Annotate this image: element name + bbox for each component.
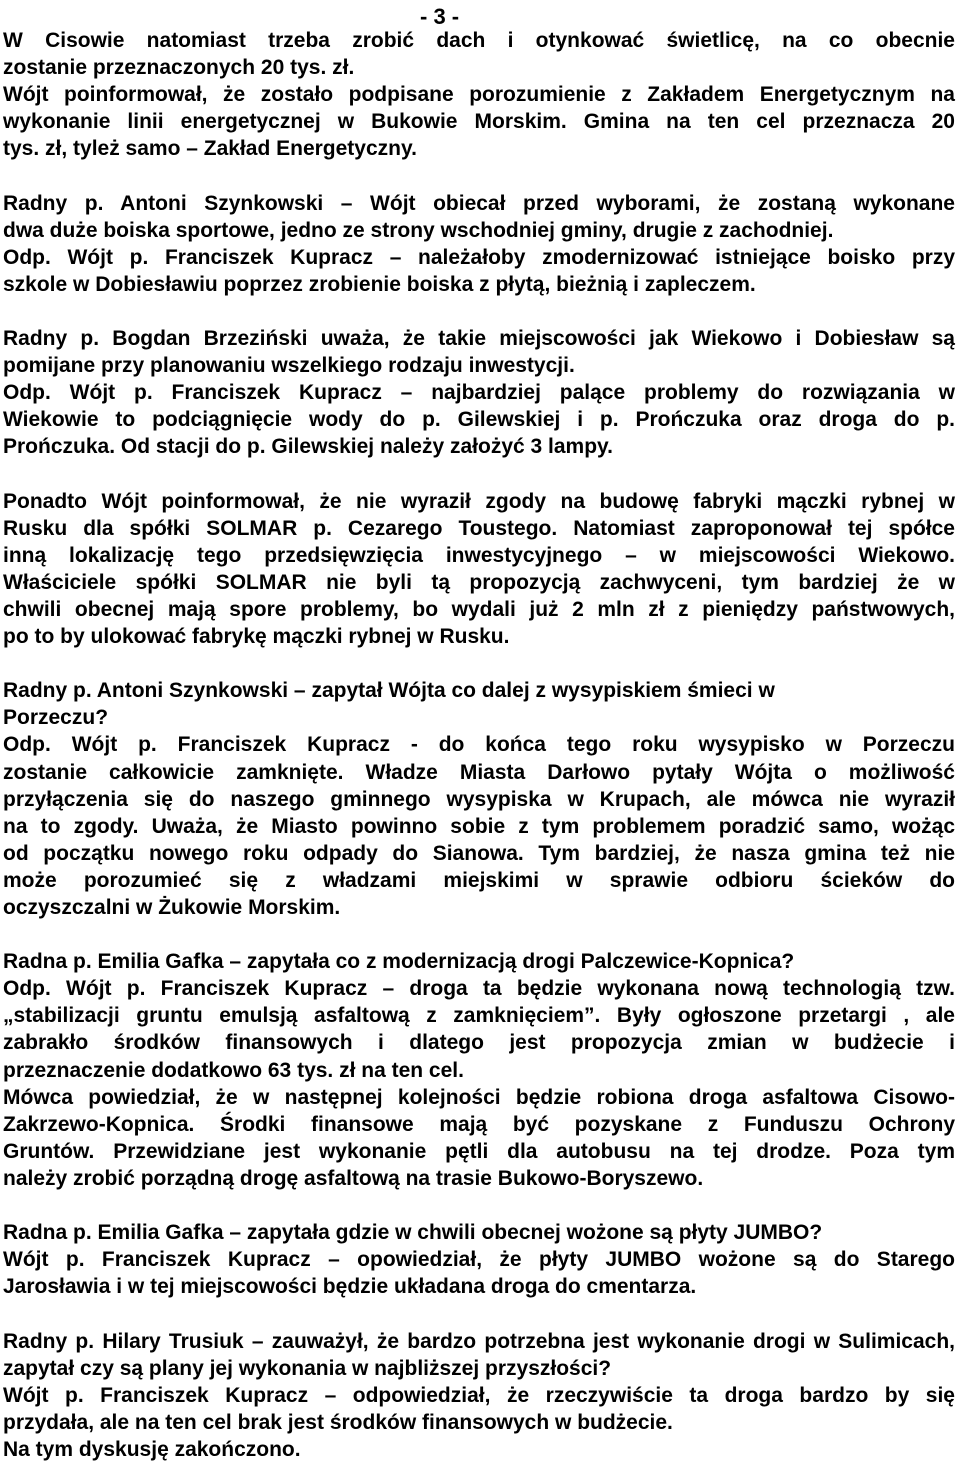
text-line: „stabilizacji gruntu emulsją asfaltową z zamknięciem”. Były ogłoszone przetargi , ale bbox=[3, 1004, 955, 1028]
text-line: inną lokalizację tego przedsięwzięcia inwestycyjnego – w miejscowości Wiekowo. bbox=[3, 543, 955, 567]
text-line: zostanie przeznaczonych 20 tys. zł. bbox=[3, 56, 355, 80]
paragraph-spacer bbox=[3, 162, 955, 189]
text-line: Wójt p. Franciszek Kupracz – odpowiedział, że rzeczywiście ta droga bardzo by się bbox=[3, 1383, 955, 1407]
paragraph bbox=[3, 1219, 955, 1300]
text-line: zabrakło środków finansowych i dlatego jest propozycja zmian w budżecie i bbox=[3, 1031, 955, 1055]
text-line: Odp. Wójt p. Franciszek Kupracz – najbardziej palące problemy do rozwiązania w bbox=[3, 381, 955, 405]
paragraph-spacer bbox=[3, 1192, 955, 1219]
text-line: Mówca powiedział, że w następnej kolejności będzie robiona droga asfaltowa Cisowo- bbox=[3, 1085, 955, 1109]
text-line: może porozumieć się z władzami miejskimi w sprawie odbioru ścieków do bbox=[3, 868, 955, 892]
text-line: pomijane przy planowaniu wszelkiego rodzaju inwestycji. bbox=[3, 354, 575, 378]
text-line: zapytał czy są plany jej wykonania w najbliższej przyszłości? bbox=[3, 1356, 612, 1380]
paragraph bbox=[3, 1328, 955, 1463]
text-line: Rusku dla spółki SOLMAR p. Cezarego Toustego. Natomiast zaproponował tej spółce bbox=[3, 516, 955, 540]
text-line: Wójt poinformował, że zostało podpisane porozumienie z Zakładem Energetycznym na bbox=[3, 83, 955, 107]
text-line: Radny p. Antoni Szynkowski – Wójt obiecał przed wyborami, że zostaną wykonane bbox=[3, 191, 955, 215]
document-body bbox=[3, 27, 955, 1463]
paragraph bbox=[3, 27, 955, 162]
text-line: od początku nowego roku odpady do Sianowa. Tym bardziej, że nasza gmina też nie bbox=[3, 841, 955, 865]
text-line: zostanie całkowicie zamknięte. Władze Miasta Darłowo pytały Wójta o możliwość bbox=[3, 760, 955, 784]
text-line: przydała, ale na ten cel brak jest środków finansowych w budżecie. bbox=[3, 1410, 673, 1434]
paragraph bbox=[3, 677, 955, 921]
text-line: Porzeczu? bbox=[3, 706, 109, 730]
text-line: przeznaczenie dodatkowo 63 tys. zł na ten cel. bbox=[3, 1058, 464, 1082]
text-line: Radna p. Emilia Gafka – zapytała gdzie w chwili obecnej wożone są płyty JUMBO? bbox=[3, 1221, 823, 1245]
text-line: Radny p. Antoni Szynkowski – zapytał Wójta co dalej z wysypiskiem śmieci w bbox=[3, 679, 775, 703]
text-line: należy zrobić porządną drogę asfaltową na trasie Bukowo-Boryszewo. bbox=[3, 1166, 704, 1190]
text-line: Radny p. Bogdan Brzeziński uważa, że takie miejscowości jak Wiekowo i Dobiesław są bbox=[3, 327, 955, 351]
paragraph bbox=[3, 325, 955, 460]
text-line: Zakrzewo-Kopnica. Środki finansowe mają być pozyskane z Funduszu Ochrony bbox=[3, 1112, 955, 1136]
text-line: wykonanie linii energetycznej w Bukowie Morskim. Gmina na ten cel przeznacza 20 bbox=[3, 110, 955, 134]
text-line: Na tym dyskusję zakończono. bbox=[3, 1437, 301, 1461]
text-line: Radny p. Hilary Trusiuk – zauważył, że bardzo potrzebna jest wykonanie drogi w Sulimicach, bbox=[3, 1329, 955, 1353]
text-line: Jarosławia i w tej miejscowości będzie układana droga do cmentarza. bbox=[3, 1275, 697, 1299]
paragraph bbox=[3, 948, 955, 1192]
paragraph-spacer bbox=[3, 1300, 955, 1327]
text-line: dwa duże boiska sportowe, jedno ze strony wschodniej gminy, drugie z zachodniej. bbox=[3, 218, 834, 242]
text-line: przyłączenia się do naszego gminnego wysypiska w Krupach, ale mówca nie wyraził bbox=[3, 787, 955, 811]
text-line: Ponadto Wójt poinformował, że nie wyraził zgody na budowę fabryki mączki rybnej w bbox=[3, 489, 955, 513]
text-line: chwili obecnej mają spore problemy, bo wydali już 2 mln zł z pieniędzy państwowych, bbox=[3, 597, 955, 621]
paragraph-spacer bbox=[3, 298, 955, 325]
text-line: Właściciele spółki SOLMAR nie byli tą propozycją zachwyceni, tym bardziej że w bbox=[3, 570, 955, 594]
paragraph-spacer bbox=[3, 461, 955, 488]
text-line: Wiekowie to podciągnięcie wody do p. Gilewskiej i p. Prończuka oraz droga do p. bbox=[3, 408, 955, 432]
text-line: szkole w Dobiesławiu poprzez zrobienie boiska z płytą, bieżnią i zapleczem. bbox=[3, 272, 756, 296]
text-line: oczyszczalni w Żukowie Morskim. bbox=[3, 896, 341, 919]
paragraph-spacer bbox=[3, 921, 955, 948]
text-line: Prończuka. Od stacji do p. Gilewskiej należy założyć 3 lampy. bbox=[3, 435, 613, 459]
paragraph bbox=[3, 488, 955, 651]
text-line: W Cisowie natomiast trzeba zrobić dach i otynkować świetlicę, na co obecnie bbox=[3, 29, 955, 52]
text-line: Gruntów. Przewidziane jest wykonanie pętli dla autobusu na tej drodze. Poza tym bbox=[3, 1139, 955, 1163]
text-line: Odp. Wójt p. Franciszek Kupracz – droga ta będzie wykonana nową technologią tzw. bbox=[3, 977, 955, 1001]
paragraph-spacer bbox=[3, 650, 955, 677]
text-line: Wójt p. Franciszek Kupracz – opowiedział, że płyty JUMBO wożone są do Starego bbox=[3, 1248, 955, 1272]
text-line: Odp. Wójt p. Franciszek Kupracz - do końca tego roku wysypisko w Porzeczu bbox=[3, 733, 955, 757]
text-line: po to by ulokować fabrykę mączki rybnej w Rusku. bbox=[3, 625, 510, 649]
text-line: Odp. Wójt p. Franciszek Kupracz – należałoby zmodernizować istniejące boisko przy bbox=[3, 245, 955, 269]
text-line: na to zgody. Uważa, że Miasto powinno sobie z tym problemem poradzić samo, wożąc bbox=[3, 814, 955, 838]
text-line: tys. zł, tyleż samo – Zakład Energetyczny. bbox=[3, 137, 417, 161]
paragraph bbox=[3, 190, 955, 298]
page-number: - 3 - bbox=[420, 4, 460, 29]
text-line: Radna p. Emilia Gafka – zapytała co z modernizacją drogi Palczewice-Kopnica? bbox=[3, 950, 795, 974]
